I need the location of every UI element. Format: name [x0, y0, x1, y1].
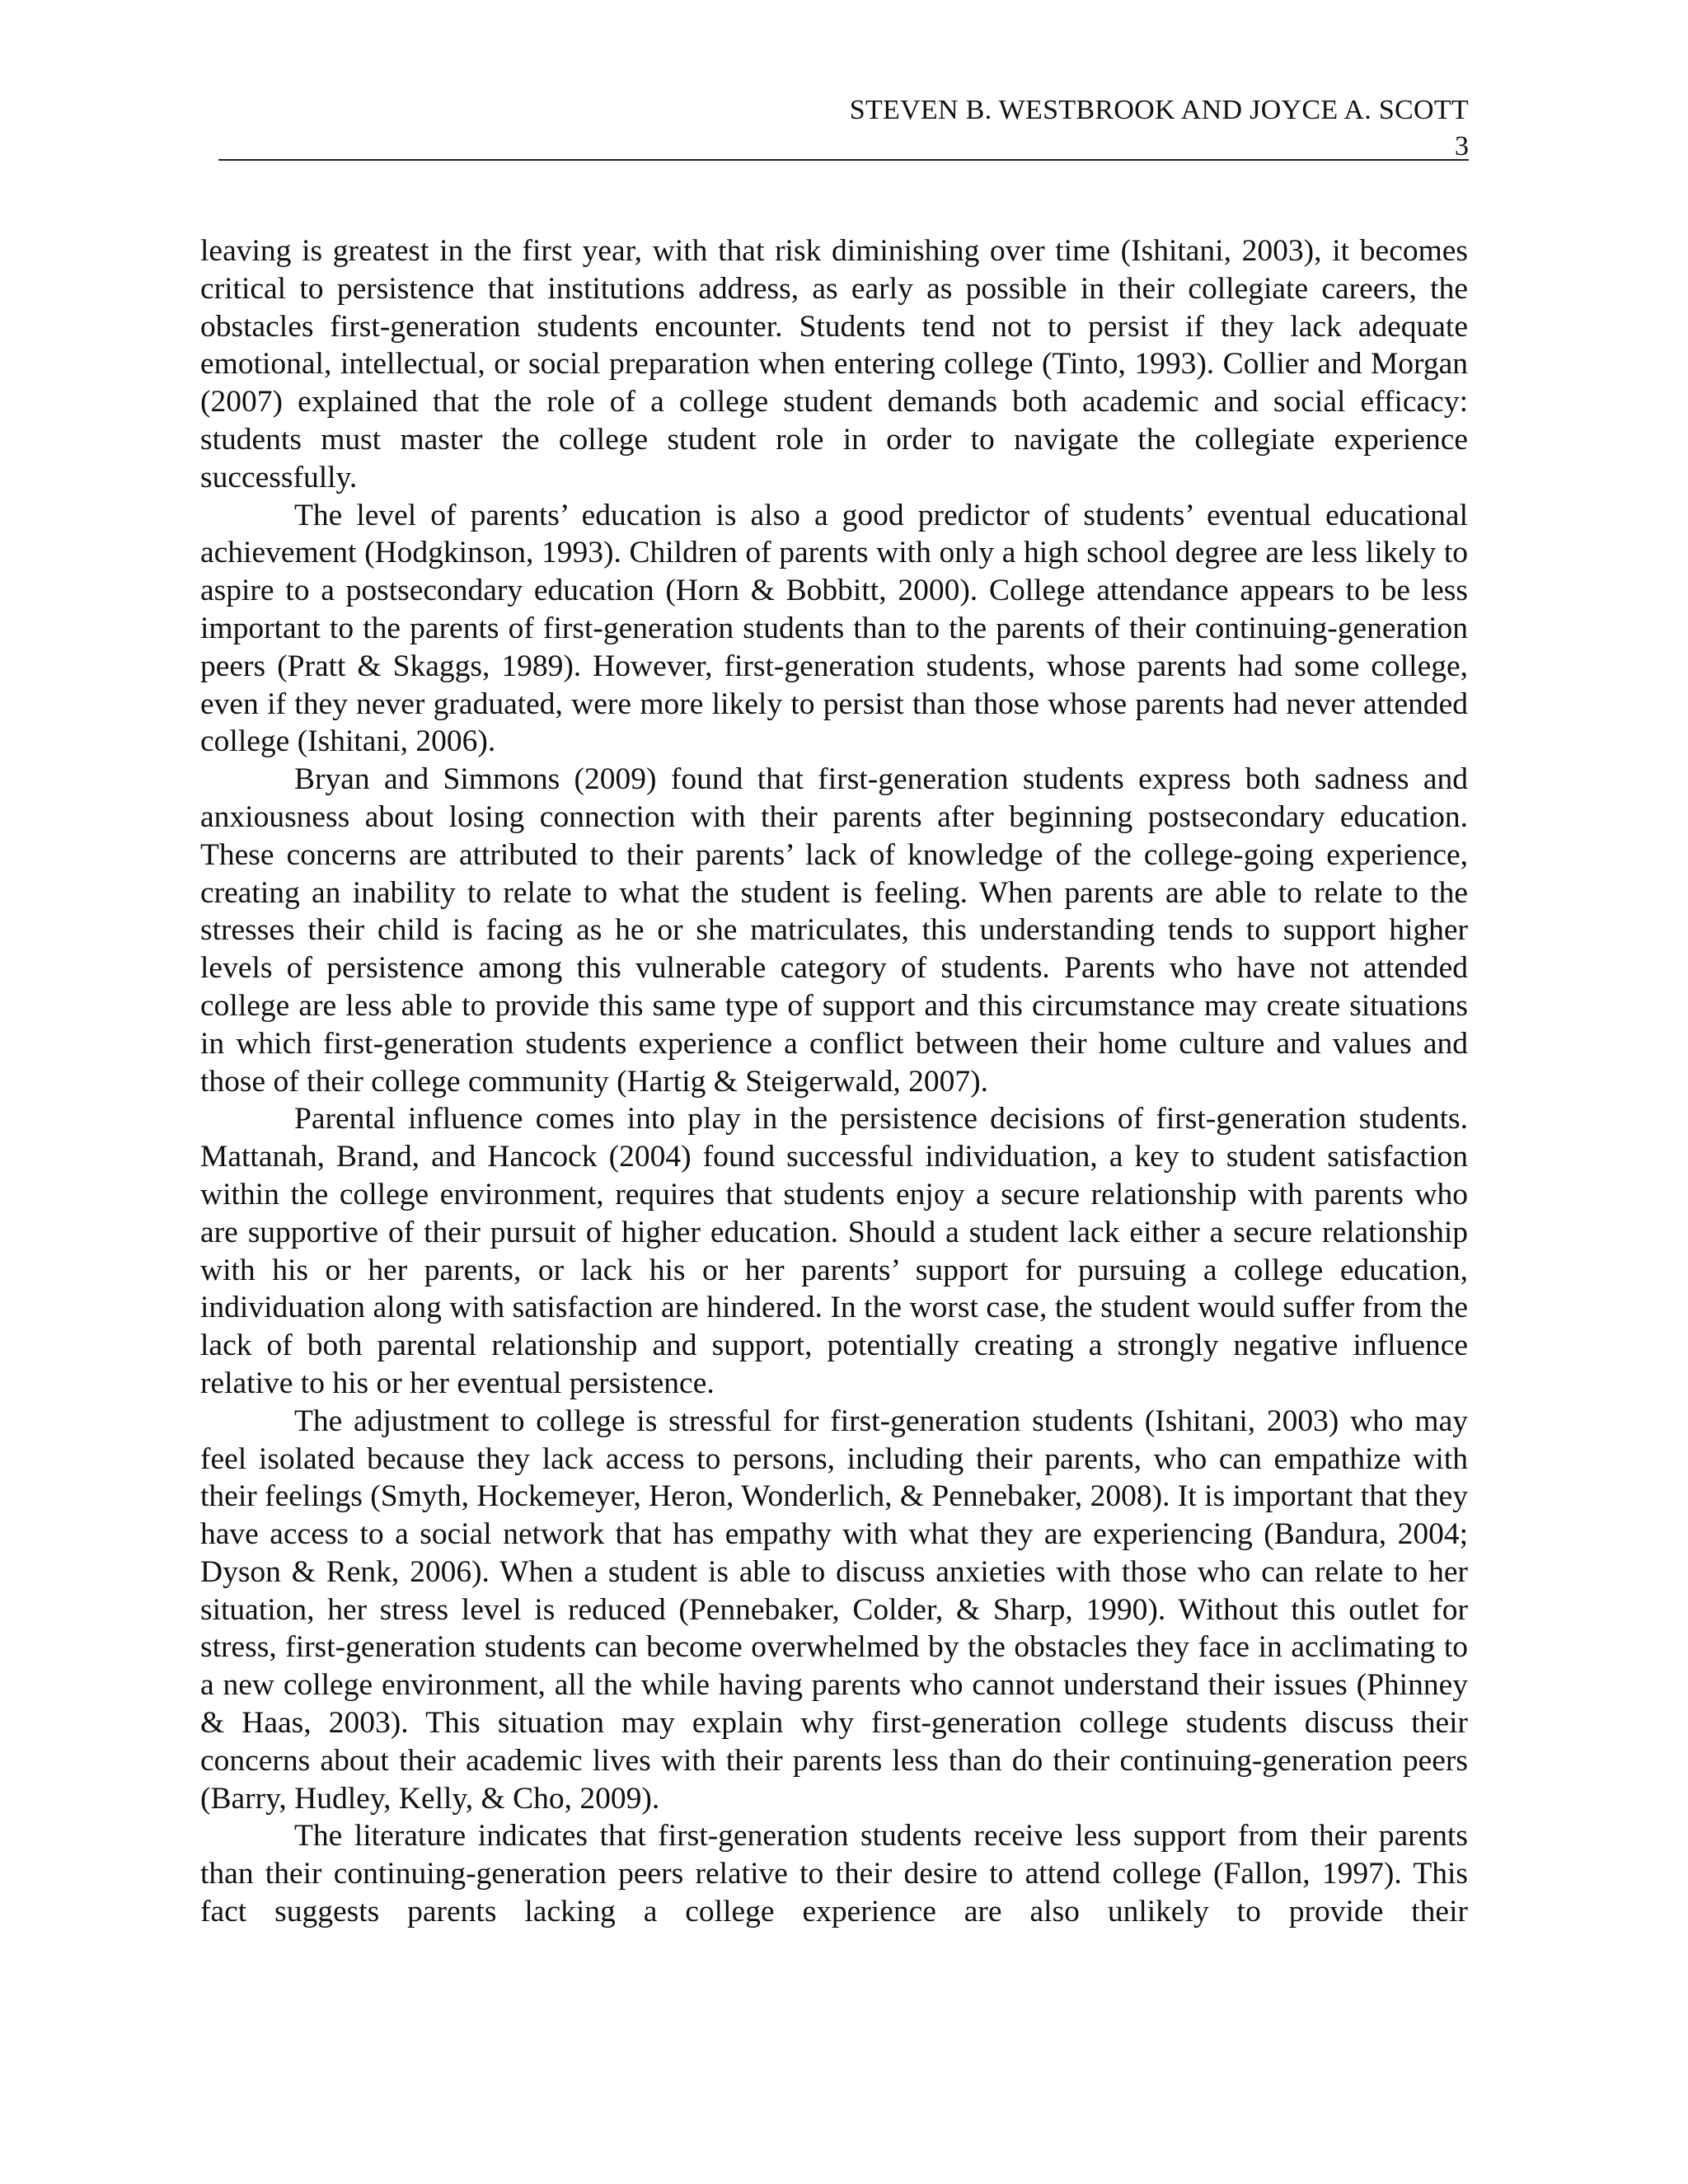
running-head-authors: STEVEN B. WESTBROOK AND JOYCE A. SCOTT [849, 95, 1469, 125]
paragraph-parents-education: The level of parents’ education is also a good predictor of students’ eventual educational achievement (Hodgkinson, 1993). Children of parents with only a high school degree are less likely to aspire to a postsecondary education (Horn & Bobbitt, 2000). College attendance appears to be less important to the parents of first-generation students than to the parents of their continuing-generation peers (Pratt & Skaggs, 1989). However, first-generation students, whose parents had some college, even if they never graduated, were more likely to persist than those whose parents had never attended college (Ishitani, 2006). [200, 498, 1468, 759]
paragraph-continued: leaving is greatest in the first year, with that risk diminishing over time (Ishitani, 2003), it becomes critical to persistence that institutions address, as early as possible in their collegiate careers, the obstacles first-generation students encounter. Students tend not to persist if they lack adequate emotional, intellectual, or social preparation when entering college (Tinto, 1993). Collier and Morgan (2007) explained that the role of a college student demands both academic and social efficacy: students must master the college student role in order to navigate the collegiate experience successfully. [200, 234, 1468, 494]
paragraph-literature-indicates: The literature indicates that first-generation students receive less support from their parents than their continuing-generation peers relative to their desire to attend college (Fallon, 1997). This fact suggests parents lacking a college experience are also unlikely to provide their [200, 1819, 1468, 1929]
paragraph-parental-influence: Parental influence comes into play in the persistence decisions of first-generation students. Mattanah, Brand, and Hancock (2004) found successful individuation, a key to student satisfaction within the college environment, requires that students enjoy a secure relationship with parents who are supportive of their pursuit of higher education. Should a student lack either a secure relationship with his or her parents, or lack his or her parents’ support for pursuing a college education, individuation along with satisfaction are hindered. In the worst case, the student would suffer from the lack of both parental relationship and support, potentially creating a strongly negative influence relative to his or her eventual persistence. [200, 1102, 1468, 1400]
paragraph-bryan-simmons: Bryan and Simmons (2009) found that first-generation students express both sadness and anxiousness about losing connection with their parents after beginning postsecondary education. These concerns are attributed to their parents’ lack of knowledge of the college-going experience, creating an inability to relate to what the student is feeling. When parents are able to relate to the stresses their child is facing as he or she matriculates, this understanding tends to support higher levels of persistence among this vulnerable category of students. Parents who have not attended college are less able to provide this same type of support and this circumstance may create situations in which first-generation students experience a conflict between their home culture and values and those of their college community (Hartig & Steigerwald, 2007). [200, 762, 1468, 1099]
page-number: 3 [1455, 131, 1469, 162]
paragraph-adjustment-to-college: The adjustment to college is stressful for first-generation students (Ishitani, 2003) who may feel isolated because they lack access to persons, including their parents, who can empathize with their feelings (Smyth, Hockemeyer, Heron, Wonderlich, & Pennebaker, 2008). It is important that they have access to a social network that has empathy with what they are experiencing (Bandura, 2004; Dyson & Renk, 2006). When a student is able to discuss anxieties with those who can relate to her situation, her stress level is reduced (Pennebaker, Colder, & Sharp, 1990). Without this outlet for stress, first-generation students can become overwhelmed by the obstacles they face in acclimating to a new college environment, all the while having parents who cannot understand their issues (Phinney & Haas, 2003). This situation may explain why first-generation college students discuss their concerns about their academic lives with their parents less than do their continuing-generation peers (Barry, Hudley, Kelly, & Cho, 2009). [200, 1404, 1468, 1816]
body-text [200, 232, 1468, 1931]
header-rule [218, 159, 1469, 161]
